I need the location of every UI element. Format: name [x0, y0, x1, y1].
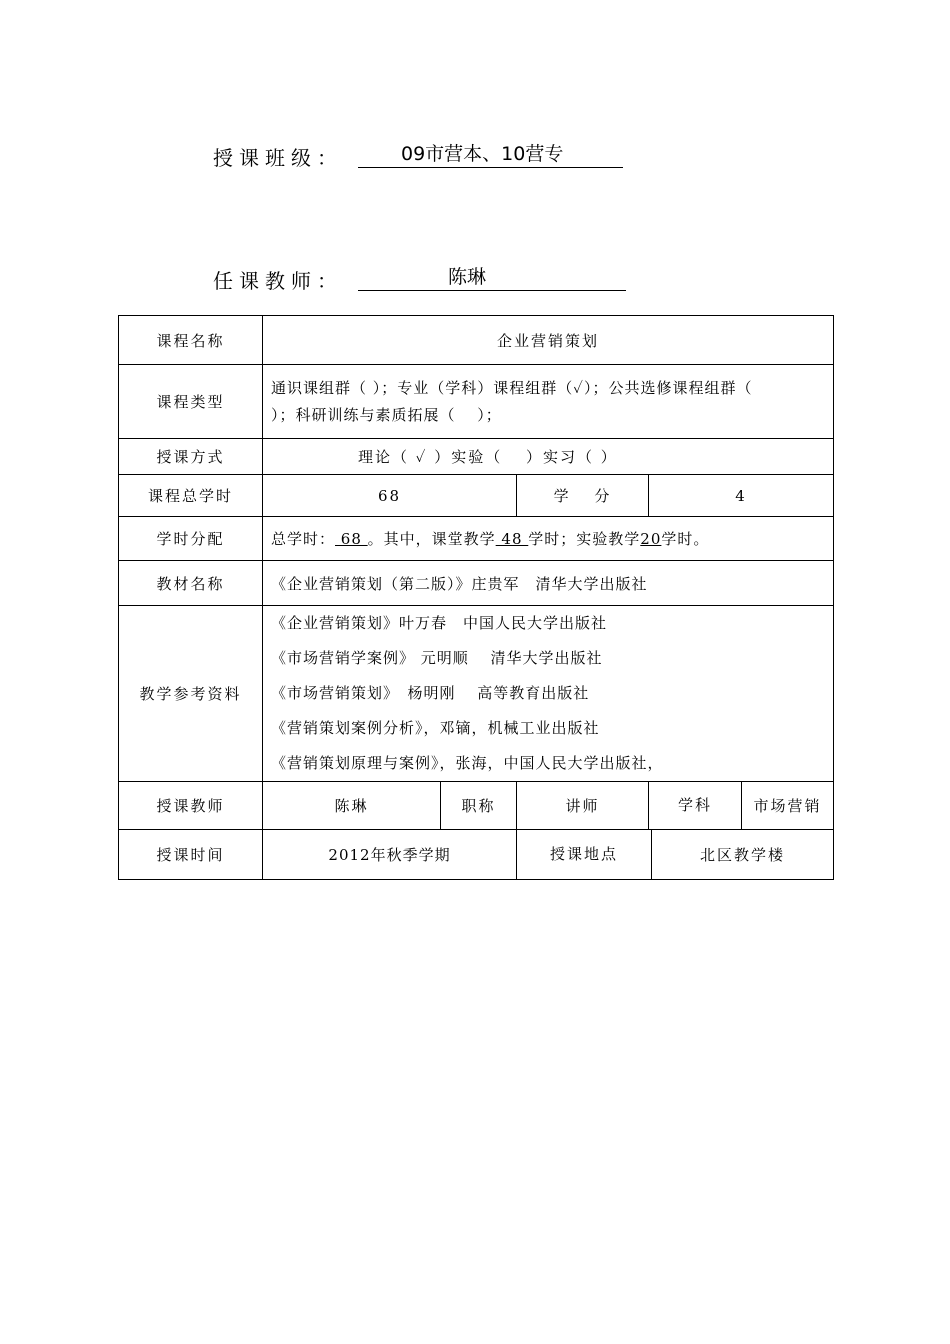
reference-item: 《市场营销学案例》 元明顺 清华大学出版社	[271, 649, 603, 667]
teach-mode-label: 授课方式	[119, 439, 263, 475]
class-value: 09市营本、10营专	[358, 142, 623, 168]
instructor: 陈琳	[263, 782, 441, 830]
reference-item: 《市场营销策划》 杨明刚 高等教育出版社	[271, 684, 590, 702]
subject-label: 学科	[649, 782, 742, 829]
teach-mode: 理论（ ✓ ）实验（ ）实习（ ）	[263, 439, 834, 475]
hours-class-value: 48	[495, 530, 529, 548]
class-row	[213, 142, 564, 172]
hours-lab-value: 20	[640, 530, 662, 548]
place-label: 授课地点	[517, 830, 652, 879]
hours-dist-text: 。其中，课堂教学	[367, 530, 496, 548]
title: 讲师	[517, 782, 649, 830]
reference-item: 《营销策划案例分析》，邓镝，机械工业出版社	[271, 719, 600, 737]
course-type-cell	[263, 365, 834, 439]
course-type-label: 课程类型	[119, 365, 263, 439]
place-cell	[517, 830, 834, 880]
teacher-row	[213, 265, 487, 295]
credit: 4	[649, 475, 834, 517]
teacher-value: 陈琳	[358, 265, 626, 291]
course-info-table	[118, 315, 834, 880]
course-name-label: 课程名称	[119, 316, 263, 365]
table-row	[119, 439, 834, 475]
table-row	[119, 561, 834, 606]
references-label: 教学参考资料	[119, 606, 263, 782]
hours-dist-text: 学时；实验教学	[528, 530, 641, 548]
hours-total-value: 68	[335, 530, 368, 548]
hours-dist-label: 学时分配	[119, 517, 263, 561]
subject: 市场营销	[753, 797, 822, 815]
subject-cell	[649, 782, 834, 830]
table-row	[119, 782, 834, 830]
hours-dist-text: 学时。	[661, 530, 710, 548]
course-type-line: 通识课组群（ ）；专业（学科）课程组群（✓）；公共选修课程组群（	[271, 378, 753, 397]
course-name: 企业营销策划	[263, 316, 834, 365]
title-label: 职称	[441, 782, 517, 830]
table-row	[119, 606, 834, 782]
class-label: 授课班级：	[213, 146, 343, 170]
table-row	[119, 830, 834, 880]
table-row	[119, 517, 834, 561]
hours-dist	[263, 517, 834, 561]
total-hours: 68	[263, 475, 517, 517]
textbook-label: 教材名称	[119, 561, 263, 606]
table-row	[119, 475, 834, 517]
hours-dist-text: 总学时：	[271, 530, 336, 548]
credit-label: 学 分	[517, 475, 649, 517]
references-cell	[263, 606, 834, 782]
teacher-label: 任课教师：	[213, 269, 343, 293]
time-label: 授课时间	[119, 830, 263, 880]
place: 北区教学楼	[700, 846, 786, 864]
textbook: 《企业营销策划（第二版）》庄贵军 清华大学出版社	[263, 561, 834, 606]
total-hours-label: 课程总学时	[119, 475, 263, 517]
reference-item: 《企业营销策划》叶万春 中国人民大学出版社	[271, 614, 608, 632]
course-type-line: ）；科研训练与素质拓展（ ）；	[271, 405, 502, 424]
instructor-label: 授课教师	[119, 782, 263, 830]
table-row	[119, 365, 834, 439]
reference-item: 《营销策划原理与案例》，张海，中国人民大学出版社，	[271, 754, 664, 772]
time: 2012年秋季学期	[263, 830, 517, 880]
table-row	[119, 316, 834, 365]
